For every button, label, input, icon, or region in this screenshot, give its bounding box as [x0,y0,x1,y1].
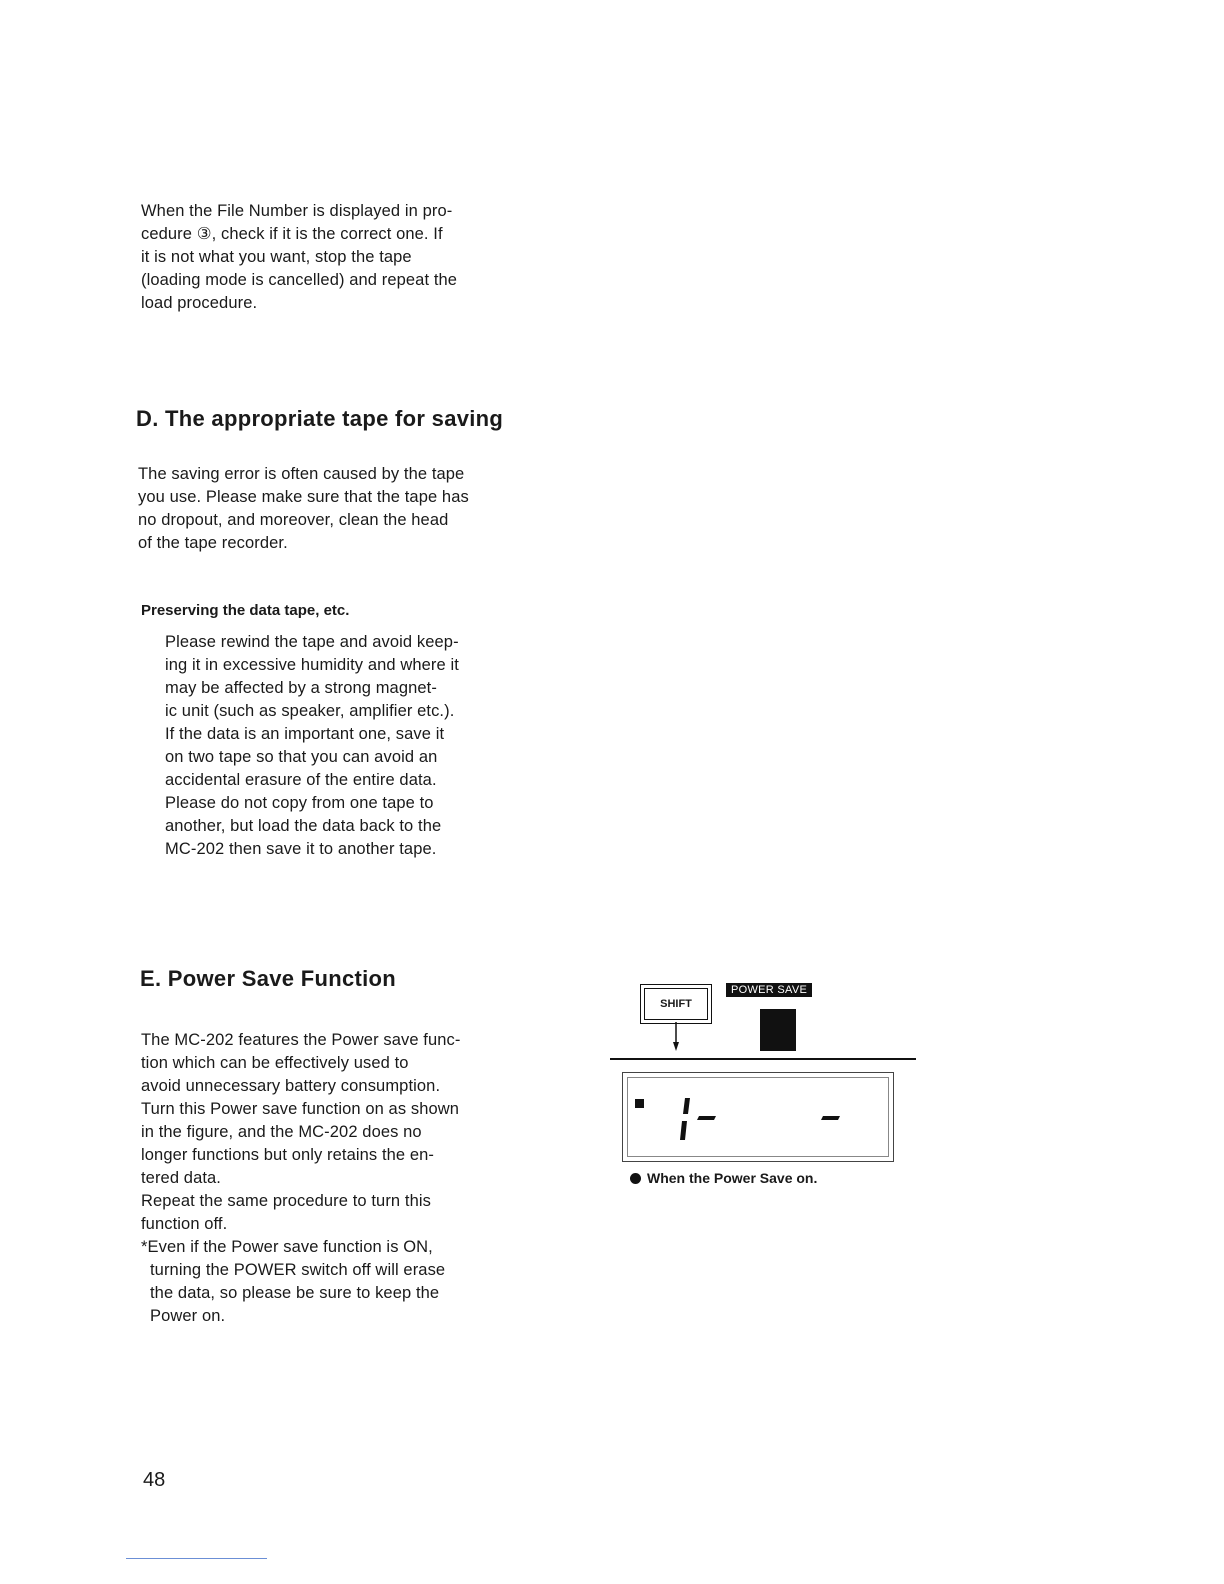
preserving-line: Please do not copy from one tape to [165,794,434,812]
section-e-line: function off. [141,1215,228,1233]
section-e-paragraph [141,1029,506,1328]
section-d-heading: D. The appropriate tape for saving [136,406,504,431]
section-e-line: *Even if the Power save function is ON, [141,1238,433,1256]
section-e-line: longer functions but only retains the en- [141,1146,435,1164]
shift-key [640,984,712,1024]
lcd-display [622,1072,894,1162]
section-d-line: The saving error is often caused by the tape [138,465,465,483]
section-e-line: the data, so please be sure to keep the [150,1284,440,1302]
panel-divider [610,1058,916,1060]
section-e-line: tered data. [141,1169,221,1187]
section-d-line: no dropout, and moreover, clean the head [138,511,449,529]
intro-line: cedure ③, check if it is the correct one. If [141,225,443,243]
intro-line: When the File Number is displayed in pro- [141,202,453,220]
section-e-line: Power on. [150,1307,226,1325]
section-e-line: tion which can be effectively used to [141,1054,409,1072]
section-d-line: you use. Please make sure that the tape has [138,488,469,506]
intro-paragraph [141,200,506,315]
bottom-rule [126,1558,267,1559]
section-d-paragraph [138,463,503,555]
preserving-line: accidental erasure of the entire data. [165,771,437,789]
section-e-line: turning the POWER switch off will erase [150,1261,446,1279]
preserving-paragraph [165,631,505,861]
intro-line: it is not what you want, stop the tape [141,248,412,266]
section-e-line: in the figure, and the MC-202 does no [141,1123,422,1141]
down-arrow-icon [670,1022,682,1052]
power-save-label: POWER SAVE [726,983,812,997]
preserving-subheading: Preserving the data tape, etc. [141,602,350,619]
section-e-heading: E. Power Save Function [140,966,396,991]
bullet-icon [630,1173,641,1184]
preserving-line: ing it in excessive humidity and where it [165,656,459,674]
section-d-line: of the tape recorder. [138,534,288,552]
power-save-key [760,1009,796,1051]
power-save-figure [610,976,920,1196]
figure-caption [630,1170,817,1186]
section-e-line: Turn this Power save function on as shown [141,1100,460,1118]
shift-key-label: SHIFT [644,988,708,1020]
preserving-line: Please rewind the tape and avoid keep- [165,633,459,651]
preserving-line: MC-202 then save it to another tape. [165,840,437,858]
section-e-line: The MC-202 features the Power save func- [141,1031,461,1049]
preserving-line: If the data is an important one, save it [165,725,445,743]
preserving-line: may be affected by a strong magnet- [165,679,437,697]
section-e-line: Repeat the same procedure to turn this [141,1192,431,1210]
preserving-line: another, but load the data back to the [165,817,442,835]
intro-line: load procedure. [141,294,258,312]
intro-line: (loading mode is cancelled) and repeat the [141,271,458,289]
preserving-line: ic unit (such as speaker, amplifier etc.). [165,702,455,720]
figure-caption-text: When the Power Save on. [647,1170,818,1186]
lcd-display-inner [627,1077,889,1157]
preserving-line: on two tape so that you can avoid an [165,748,438,766]
page-number: 48 [143,1469,166,1491]
section-e-line: avoid unnecessary battery consumption. [141,1077,441,1095]
lcd-segments-icon [628,1078,886,1154]
